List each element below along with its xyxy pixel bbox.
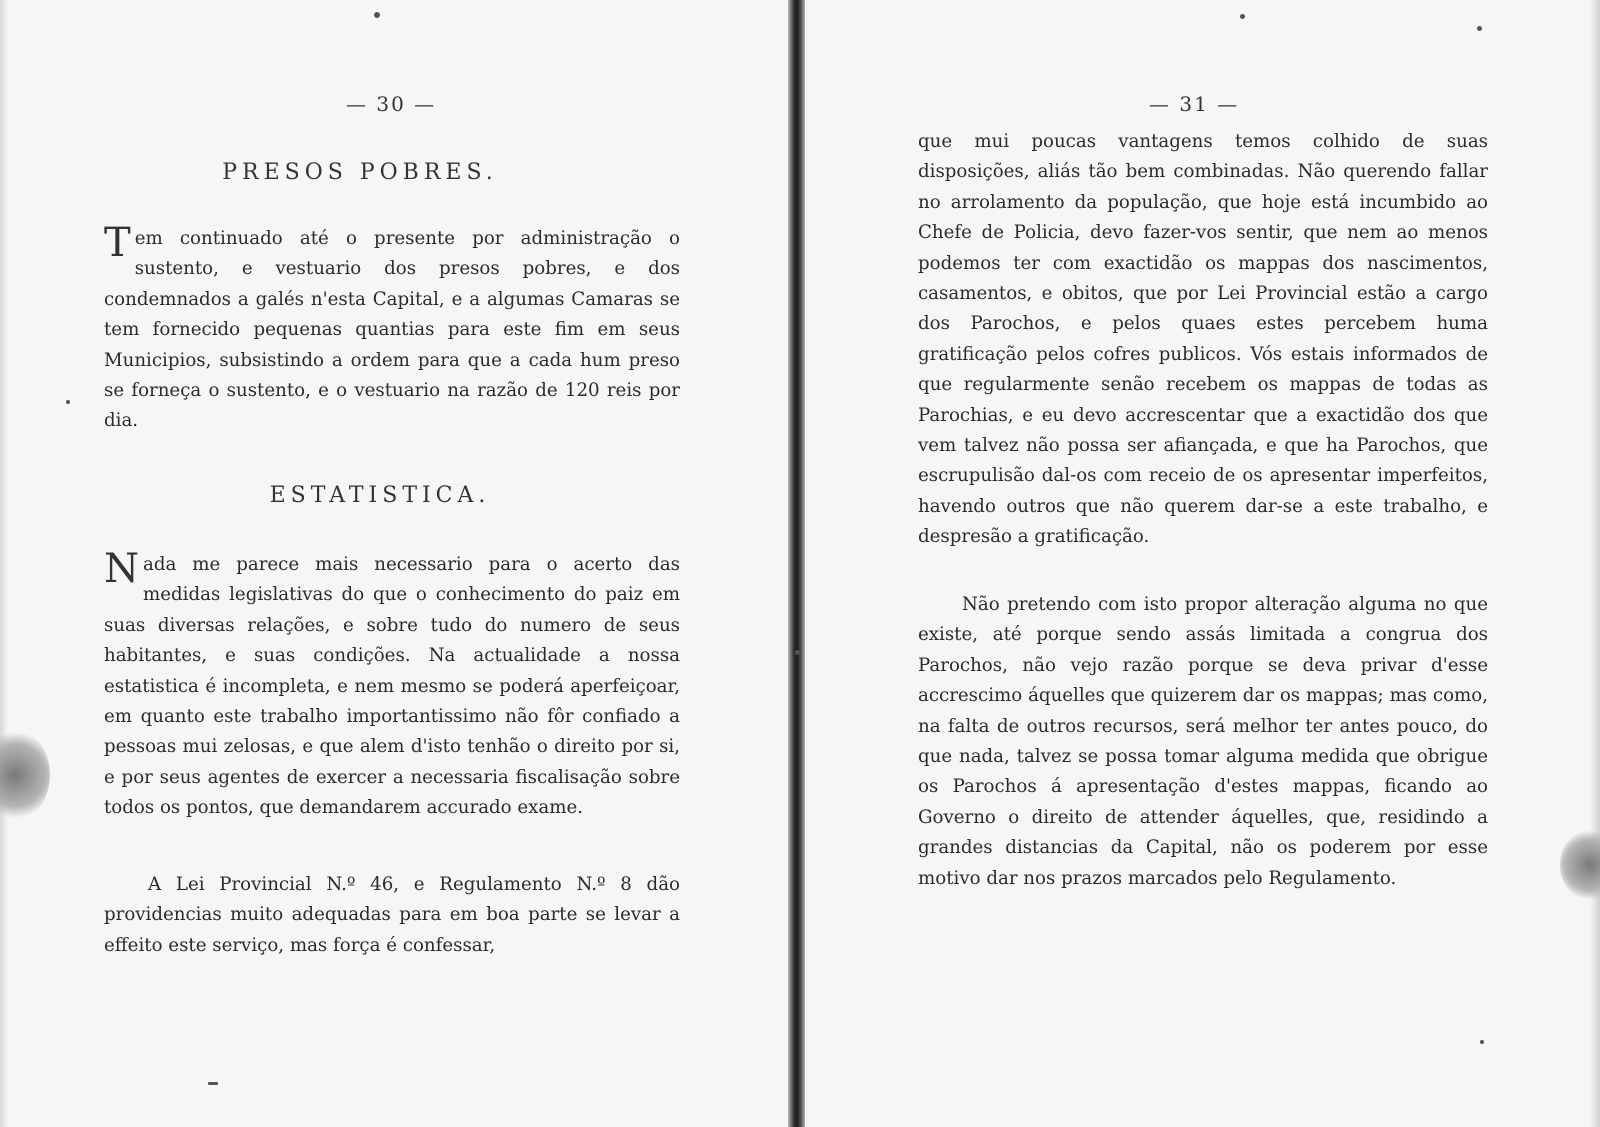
ink-speck: [208, 1082, 218, 1085]
page-edge-shadow: [0, 0, 8, 1127]
heading-presos-pobres: PRESOS POBRES.: [222, 160, 498, 185]
paragraph-lei-provincial: A Lei Provincial N.º 46, e Regulamento N.º 8 dão providencias muito adequadas para em boa parte se levar a effeito este serviço, mas força é confessar,: [104, 874, 680, 956]
paragraph-text: ada me parece mais necessario para o acerto das medidas legislativas do que o conhecimento do paiz em suas diversas relações, e sobre tudo do numero de seus habitantes, e suas condições. Na actualidade a nossa estatistica é incompleta, e nem mesmo se poderá aperfeiçoar, em quanto este trabalho importantissimo não fôr confiado a pessoas mui zelosas, e que alem d'isto tenhão o direito por si, e por seus agentes de exercer a necessaria fiscalisação sobre todos os pontos, que demandarem accurado exame.: [104, 554, 680, 819]
ink-speck: [66, 400, 70, 404]
page-stain: [0, 730, 50, 820]
paragraph-estatistica: [104, 546, 680, 824]
paragraph-text: em continuado até o presente por administração o sustento, e vestuario dos presos pobres, e dos condemnados a galés n'esta Capital, e a algumas Camaras se tem fornecido pequenas quantias para este fim em seus Municipios, subsistindo a ordem para que a cada hum preso se forneça o sustento, e o vestuario na razão de 120 reis por dia.: [104, 228, 680, 432]
drop-cap: T: [104, 220, 131, 266]
paragraph-presos-pobres: [104, 220, 680, 437]
page-number-right: — 31 —: [1149, 92, 1240, 116]
ink-speck: [1240, 14, 1245, 19]
page-stain: [1560, 830, 1600, 900]
drop-cap: N: [104, 546, 139, 592]
ink-speck: [1477, 26, 1482, 31]
ink-speck: [1480, 1040, 1484, 1044]
book-gutter: [788, 0, 806, 1127]
paragraph-alteracao: Não pretendo com isto propor alteração alguma no que existe, até porque sendo assás limitada a congrua dos Parochos, não vejo razão porque se deva privar d'esse accrescimo áquelles que quizerem dar os mappas; mas como, na falta de outros recursos, será melhor ter antes pouco, do que nada, talvez se possa tomar alguma medida que obrigue os Parochos á apresentação d'estes mappas, ficando ao Governo o direito de attender áquelles, que, residindo a grandes distancias da Capital, não os poderem por esse motivo dar nos prazos marcados pelo Regulamento.: [918, 594, 1488, 889]
ink-speck: [374, 12, 380, 18]
heading-estatistica: ESTATISTICA.: [269, 483, 491, 508]
page-number-left: — 30 —: [346, 92, 437, 116]
ink-speck: [795, 650, 800, 655]
left-page: [0, 0, 792, 1127]
page-edge-shadow: [1590, 0, 1600, 1127]
right-page: [805, 0, 1600, 1127]
paragraph-mappas: que mui poucas vantagens temos colhido de suas disposições, aliás tão bem combinadas. Não querendo fallar no arrolamento da população, que hoje está incumbido ao Chefe de Policia, devo fazer-vos sentir, que nem ao menos podemos ter com exactidão os mappas dos nascimentos, casamentos, e obitos, que por Lei Provincial estão a cargo dos Parochos, e pelos quaes estes percebem huma gratificação pelos cofres publicos. Vós estais informados de que regularmente senão recebem os mappas de todas as Parochias, e eu devo accrescentar que a exactidão dos que vem talvez não possa ser afiançada, e que ha Parochos, que escrupulisão dal-os com receio de os apresentar imperfeitos, havendo outros que não querem dar-se a este trabalho, e despresão a gratificação.: [918, 131, 1488, 548]
